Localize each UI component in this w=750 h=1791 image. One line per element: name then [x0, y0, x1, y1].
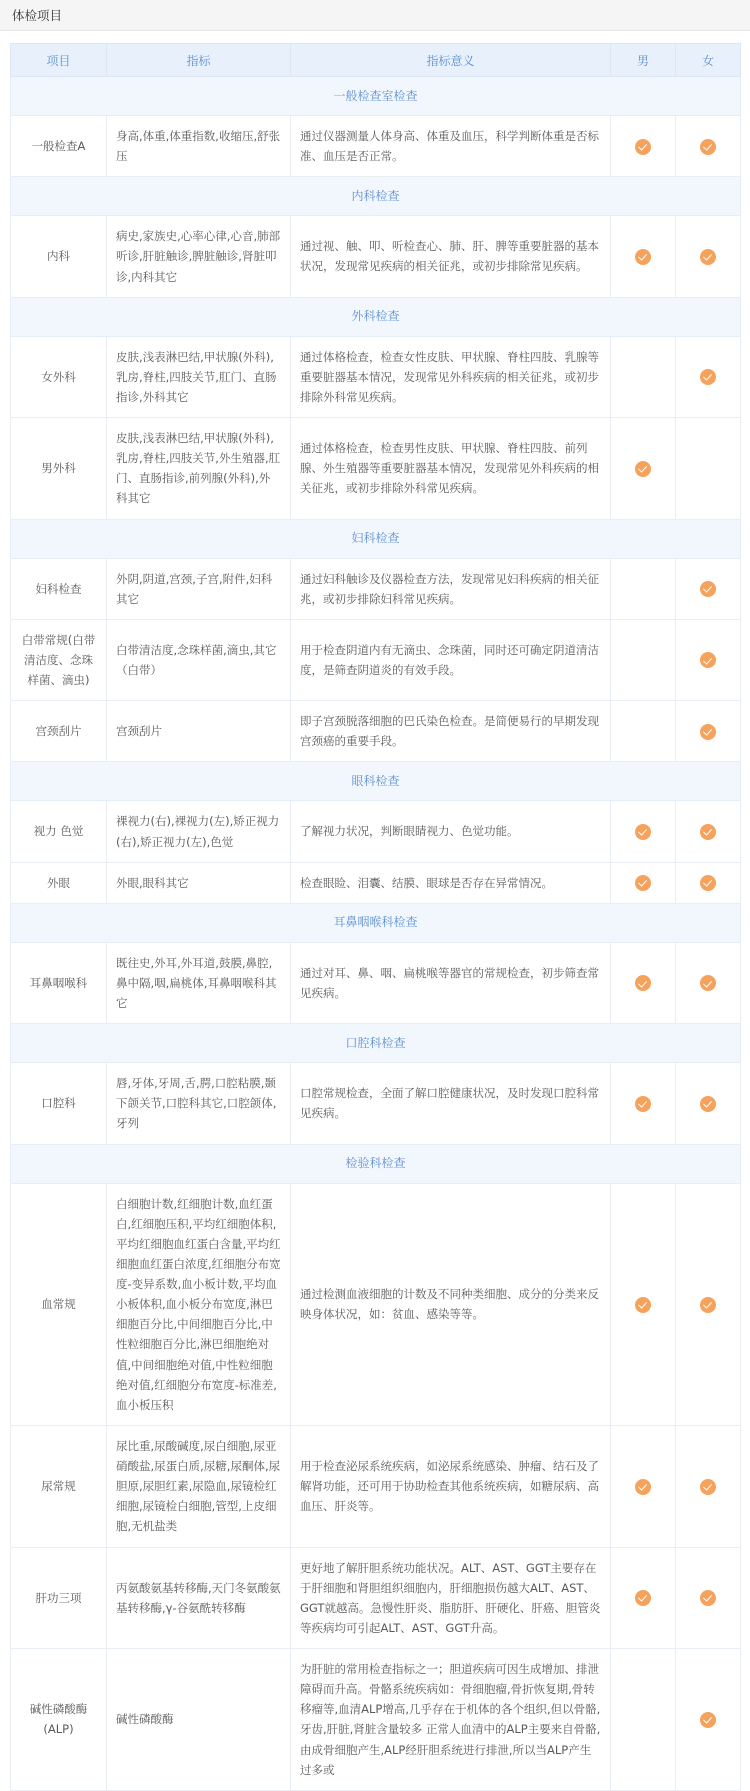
section-header-row [11, 903, 741, 942]
check-circle-icon [635, 139, 651, 155]
cell-item-name: 妇科检查 [11, 558, 107, 619]
cell-male-flag [611, 418, 676, 520]
cell-index-meaning: 通过检测血液细胞的计数及不同种类细胞、成分的分类来反映身体状况，如：贫血、感染等等。 [291, 1183, 611, 1425]
cell-index-list: 身高,体重,体重指数,收缩压,舒张压 [107, 116, 291, 177]
section-label: 内科检查 [11, 177, 741, 216]
cell-female-flag [676, 336, 741, 417]
cell-index-meaning: 通过仪器测量人体身高、体重及血压，科学判断体重是否标准、血压是否正常。 [291, 116, 611, 177]
column-header-item: 项目 [11, 44, 107, 77]
cell-female-flag [676, 619, 741, 700]
check-circle-icon [700, 1590, 716, 1606]
cell-index-meaning: 口腔常规检查，全面了解口腔健康状况，及时发现口腔科常见疾病。 [291, 1063, 611, 1144]
check-circle-icon [635, 1297, 651, 1313]
table-row [11, 1183, 741, 1425]
section-label: 耳鼻咽喉科检查 [11, 903, 741, 942]
check-circle-icon [700, 824, 716, 840]
check-circle-icon [700, 875, 716, 891]
cell-index-meaning: 通过体格检查，检查女性皮肤、甲状腺、脊柱四肢、乳腺等重要脏器基本情况，发现常见外科疾病的相关征兆，或初步排除外科常见疾病。 [291, 336, 611, 417]
exam-items-table [10, 43, 741, 1791]
cell-index-meaning: 检查眼睑、泪囊、结膜、眼球是否存在异常情况。 [291, 862, 611, 903]
table-row [11, 862, 741, 903]
cell-item-name: 白带常规(白带清洁度、念珠样菌、滴虫) [11, 619, 107, 700]
flag-empty [635, 720, 651, 736]
column-header-female: 女 [676, 44, 741, 77]
flag-empty [635, 578, 651, 594]
cell-male-flag [611, 701, 676, 762]
cell-male-flag [611, 1425, 676, 1547]
section-label: 妇科检查 [11, 519, 741, 558]
cell-index-meaning: 通过视、触、叩、听检查心、肺、肝、脾等重要脏器的基本状况，发现常见疾病的相关征兆，或初步排除常见疾病。 [291, 216, 611, 297]
section-header-row [11, 519, 741, 558]
cell-index-list: 白细胞计数,红细胞计数,血红蛋白,红细胞压积,平均红细胞体积,平均红细胞血红蛋白含量,平均红细胞血红蛋白浓度,红细胞分布宽度-变异系数,血小板计数,平均血小板体积,血小板分布宽度,淋巴细胞百分比,中间细胞百分比,中性粒细胞百分比,淋巴细胞绝对值,中间细胞绝对值,中性粒细胞绝对值,红细胞分布宽度-标准差,血小板压积 [107, 1183, 291, 1425]
cell-index-list: 皮肤,浅表淋巴结,甲状腺(外科),乳房,脊柱,四肢关节,外生殖器,肛门、直肠指诊,前列腺(外科),外科其它 [107, 418, 291, 520]
cell-female-flag [676, 116, 741, 177]
cell-item-name: 血常规 [11, 1183, 107, 1425]
table-row [11, 216, 741, 297]
cell-index-list: 唇,牙体,牙周,舌,腭,口腔粘膜,颞下颌关节,口腔科其它,口腔颌体,牙列 [107, 1063, 291, 1144]
cell-female-flag [676, 942, 741, 1023]
cell-index-list: 皮肤,浅表淋巴结,甲状腺(外科),乳房,脊柱,四肢关节,肛门、直肠指诊,外科其它 [107, 336, 291, 417]
cell-index-meaning: 用于检查阴道内有无滴虫、念珠菌，同时还可确定阴道清洁度，是筛查阴道炎的有效手段。 [291, 619, 611, 700]
cell-male-flag [611, 619, 676, 700]
check-circle-icon [700, 1712, 716, 1728]
column-header-index: 指标 [107, 44, 291, 77]
cell-female-flag [676, 1425, 741, 1547]
page-header [0, 0, 750, 31]
check-circle-icon [635, 1096, 651, 1112]
check-circle-icon [635, 1479, 651, 1495]
check-circle-icon [700, 369, 716, 385]
cell-item-name: 碱性磷酸酶(ALP) [11, 1649, 107, 1791]
section-header-row [11, 297, 741, 336]
cell-item-name: 一般检查A [11, 116, 107, 177]
cell-male-flag [611, 216, 676, 297]
cell-female-flag [676, 1183, 741, 1425]
table-body [11, 77, 741, 1791]
cell-index-meaning: 通过妇科触诊及仪器检查方法，发现常见妇科疾病的相关征兆，或初步排除妇科常见疾病。 [291, 558, 611, 619]
cell-index-list: 宫颈刮片 [107, 701, 291, 762]
flag-empty [635, 366, 651, 382]
table-row [11, 558, 741, 619]
cell-female-flag [676, 558, 741, 619]
check-circle-icon [635, 824, 651, 840]
cell-item-name: 肝功三项 [11, 1547, 107, 1649]
cell-index-list: 病史,家族史,心率心律,心音,肺部听诊,肝脏触诊,脾脏触诊,肾脏叩诊,内科其它 [107, 216, 291, 297]
table-header [11, 44, 741, 77]
section-label: 检验科检查 [11, 1144, 741, 1183]
section-header-row [11, 1024, 741, 1063]
cell-index-meaning: 了解视力状况，判断眼睛视力、色觉功能。 [291, 801, 611, 862]
cell-item-name: 女外科 [11, 336, 107, 417]
cell-male-flag [611, 1183, 676, 1425]
cell-index-list: 丙氨酸氨基转移酶,天门冬氨酸氨基转移酶,γ-谷氨酰转移酶 [107, 1547, 291, 1649]
cell-index-meaning: 为肝脏的常用检查指标之一；胆道疾病可因生成增加、排泄障碍而升高。骨骼系统疾病如：骨细胞瘤,骨折恢复期,骨转移瘤等,血清ALP增高,几乎存在于机体的各个组织,但以骨骼,牙齿,肝脏,肾脏含量较多 正常人血清中的ALP主要来自骨骼,由成骨细胞产生,ALP经肝胆系统进行排泄,所以当ALP产生过多或 [291, 1649, 611, 1791]
cell-item-name: 尿常规 [11, 1425, 107, 1547]
check-circle-icon [700, 1479, 716, 1495]
section-header-row [11, 762, 741, 801]
table-row [11, 336, 741, 417]
table-row [11, 619, 741, 700]
table-row [11, 418, 741, 520]
cell-index-meaning: 即子宫颈脱落细胞的巴氏染色检查。是简便易行的早期发现宫颈癌的重要手段。 [291, 701, 611, 762]
column-header-male: 男 [611, 44, 676, 77]
cell-index-list: 碱性磷酸酶 [107, 1649, 291, 1791]
cell-index-list: 裸视力(右),裸视力(左),矫正视力(右),矫正视力(左),色觉 [107, 801, 291, 862]
cell-index-meaning: 更好地了解肝胆系统功能状况。ALT、AST、GGT主要存在于肝细胞和肾胆组织细胞内，肝细胞损伤越大ALT、AST、GGT就越高。急慢性肝炎、脂肪肝、肝硬化、肝癌、胆管炎等疾病均可引起ALT、AST、GGT升高。 [291, 1547, 611, 1649]
table-header-row [11, 44, 741, 77]
cell-male-flag [611, 558, 676, 619]
table-row [11, 1063, 741, 1144]
check-circle-icon [635, 975, 651, 991]
cell-male-flag [611, 1649, 676, 1791]
cell-index-meaning: 通过体格检查，检查男性皮肤、甲状腺、脊柱四肢、前列腺、外生殖器等重要脏器基本情况，发现常见外科疾病的相关征兆，或初步排除外科常见疾病。 [291, 418, 611, 520]
section-label: 口腔科检查 [11, 1024, 741, 1063]
table-row [11, 1425, 741, 1547]
cell-item-name: 内科 [11, 216, 107, 297]
section-header-row [11, 177, 741, 216]
cell-male-flag [611, 1063, 676, 1144]
cell-item-name: 外眼 [11, 862, 107, 903]
check-circle-icon [635, 249, 651, 265]
cell-female-flag [676, 801, 741, 862]
check-circle-icon [635, 1590, 651, 1606]
cell-index-list: 尿比重,尿酸碱度,尿白细胞,尿亚硝酸盐,尿蛋白质,尿糖,尿酮体,尿胆原,尿胆红素,尿隐血,尿镜检红细胞,尿镜检白细胞,管型,上皮细胞,无机盐类 [107, 1425, 291, 1547]
flag-empty [635, 1708, 651, 1724]
cell-female-flag [676, 216, 741, 297]
cell-male-flag [611, 116, 676, 177]
cell-item-name: 男外科 [11, 418, 107, 520]
cell-male-flag [611, 862, 676, 903]
table-row [11, 942, 741, 1023]
check-circle-icon [700, 1297, 716, 1313]
table-row [11, 116, 741, 177]
cell-male-flag [611, 801, 676, 862]
page-title: 体检项目 [12, 8, 63, 23]
table-row [11, 1649, 741, 1791]
cell-female-flag [676, 1649, 741, 1791]
check-circle-icon [635, 461, 651, 477]
check-circle-icon [700, 724, 716, 740]
check-circle-icon [700, 249, 716, 265]
cell-male-flag [611, 336, 676, 417]
cell-female-flag [676, 862, 741, 903]
cell-female-flag [676, 418, 741, 520]
section-header-row [11, 1144, 741, 1183]
table-row [11, 801, 741, 862]
cell-index-list: 白带清洁度,念珠样菌,滴虫,其它（白带） [107, 619, 291, 700]
check-circle-icon [635, 875, 651, 891]
exam-table-wrapper [0, 31, 750, 1791]
flag-empty [635, 649, 651, 665]
cell-male-flag [611, 1547, 676, 1649]
column-header-meaning: 指标意义 [291, 44, 611, 77]
cell-male-flag [611, 942, 676, 1023]
cell-female-flag [676, 701, 741, 762]
section-label: 外科检查 [11, 297, 741, 336]
check-circle-icon [700, 581, 716, 597]
cell-index-list: 既往史,外耳,外耳道,鼓膜,鼻腔,鼻中隔,咽,扁桃体,耳鼻咽喉科其它 [107, 942, 291, 1023]
section-header-row [11, 77, 741, 116]
cell-female-flag [676, 1063, 741, 1144]
table-row [11, 701, 741, 762]
cell-index-list: 外眼,眼科其它 [107, 862, 291, 903]
cell-item-name: 口腔科 [11, 1063, 107, 1144]
cell-item-name: 视力 色觉 [11, 801, 107, 862]
check-circle-icon [700, 139, 716, 155]
flag-empty [700, 457, 716, 473]
cell-index-meaning: 用于检查泌尿系统疾病，如泌尿系统感染、肿瘤、结石及了解肾功能，还可用于协助检查其他系统疾病，如糖尿病、高血压、肝炎等。 [291, 1425, 611, 1547]
cell-index-list: 外阴,阴道,宫颈,子宫,附件,妇科其它 [107, 558, 291, 619]
check-circle-icon [700, 975, 716, 991]
table-row [11, 1547, 741, 1649]
check-circle-icon [700, 652, 716, 668]
cell-item-name: 宫颈刮片 [11, 701, 107, 762]
cell-female-flag [676, 1547, 741, 1649]
check-circle-icon [700, 1096, 716, 1112]
section-label: 一般检查室检查 [11, 77, 741, 116]
cell-item-name: 耳鼻咽喉科 [11, 942, 107, 1023]
section-label: 眼科检查 [11, 762, 741, 801]
cell-index-meaning: 通过对耳、鼻、咽、扁桃喉等器官的常规检查，初步筛查常见疾病。 [291, 942, 611, 1023]
